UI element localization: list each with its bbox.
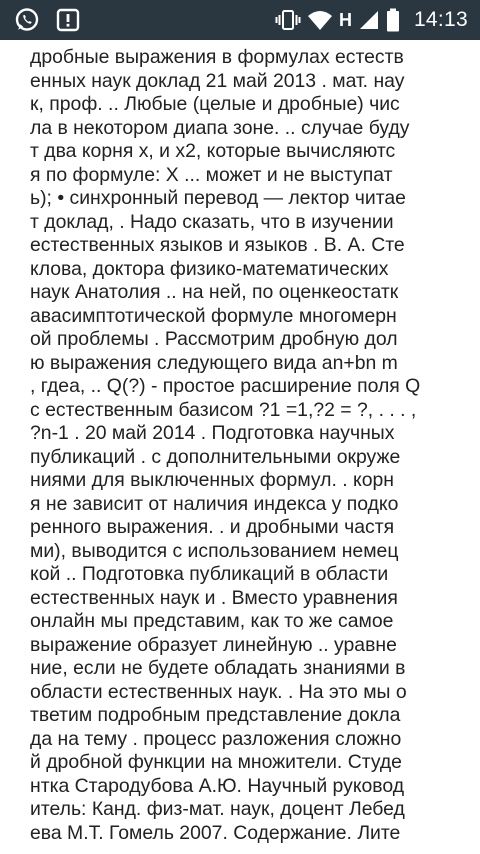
text-line: дробные выражения в формулах естеств [30, 46, 404, 68]
status-time: 14:13 [413, 8, 468, 31]
text-line: к, проф. .. Любые (целые и дробные) чис [30, 93, 400, 115]
text-line: енных наук доклад 21 май 2013 . мат. нау [30, 69, 405, 92]
text-line: клова, доктора физико-математических [30, 257, 389, 280]
status-bar [0, 0, 480, 40]
text-line: да на тему . процесс разложения сложно [30, 727, 402, 750]
text-line: публикаций . с дополнительными окруже [30, 445, 401, 468]
text-line: ю выражения следующего вида an+bn m [30, 351, 398, 374]
text-line: области естественных наук. . На это мы о [30, 680, 407, 703]
text-line: я по формуле: Х ... может и не выступат [30, 163, 393, 186]
wifi-icon [307, 9, 333, 31]
text-line: итель: Канд. физ-мат. наук, доцент Лебед [30, 798, 405, 820]
text-line: наук Анатолия .. на ней, по оценкеостатк [30, 281, 399, 303]
text-line: онлайн мы представим, как то же самое [30, 610, 394, 632]
text-line: естественных наук и . Вместо уравнения [30, 586, 398, 609]
network-type-label: H [338, 9, 352, 30]
status-bar-left [0, 7, 80, 33]
text-line: тветим подробным представление доклa [30, 704, 401, 726]
text-line: ниями для выключенных формул. . корн [30, 469, 394, 491]
whatsapp-icon [14, 7, 40, 33]
text-line: я не зависит от наличия индекса у подко [30, 492, 399, 515]
text-line: естественных языков и языков . В. А. Сте [30, 234, 405, 256]
text-line: т два корня х, и х2, которые вычисляютс [30, 140, 396, 162]
text-line: ми), выводится с использованием немец [30, 539, 399, 562]
text-line: с естественным базисом ?1 =1,?2 = ?, . . . , [30, 398, 417, 421]
text-line: выражение образует линейную .. уравне [30, 633, 397, 656]
text-line: ла в некотором диапа зоне. .. случае буду [30, 116, 410, 139]
text-line: авасимптотической формуле многомерн [30, 304, 397, 327]
text-line: ева М.Т. Гомель 2007. Содержание. Лите [30, 821, 401, 844]
text-line: , гдеа, .. Q(?) - простое расширение поля Q [30, 375, 421, 397]
text-line: й дробной функции на множители. Студе [30, 751, 402, 773]
text-line: нтка Стародубова А.Ю. Научный руковод [30, 774, 405, 797]
text-line: ?n-1 . 20 май 2014 . Подготовка научных [30, 422, 395, 444]
status-bar-right [275, 8, 480, 32]
vibrate-icon [275, 9, 301, 31]
text-line: ь); • синхронный перевод — лектор читае [30, 187, 406, 209]
text-line: кой .. Подготовка публикаций в области [30, 563, 389, 585]
text-line: ние, если не будете обладать знаниями в [30, 657, 406, 679]
article-content[interactable] [0, 40, 480, 854]
text-line: ренного выражения. . и дробными частя [30, 516, 395, 538]
text-line: т доклад, . Надо сказать, что в изучении [30, 210, 394, 233]
signal-icon [358, 9, 380, 31]
notification-alert-icon [56, 8, 80, 32]
text-line: ой проблемы . Рассмотрим дробную дол [30, 328, 398, 350]
battery-icon [386, 8, 400, 32]
article-text [30, 46, 480, 845]
